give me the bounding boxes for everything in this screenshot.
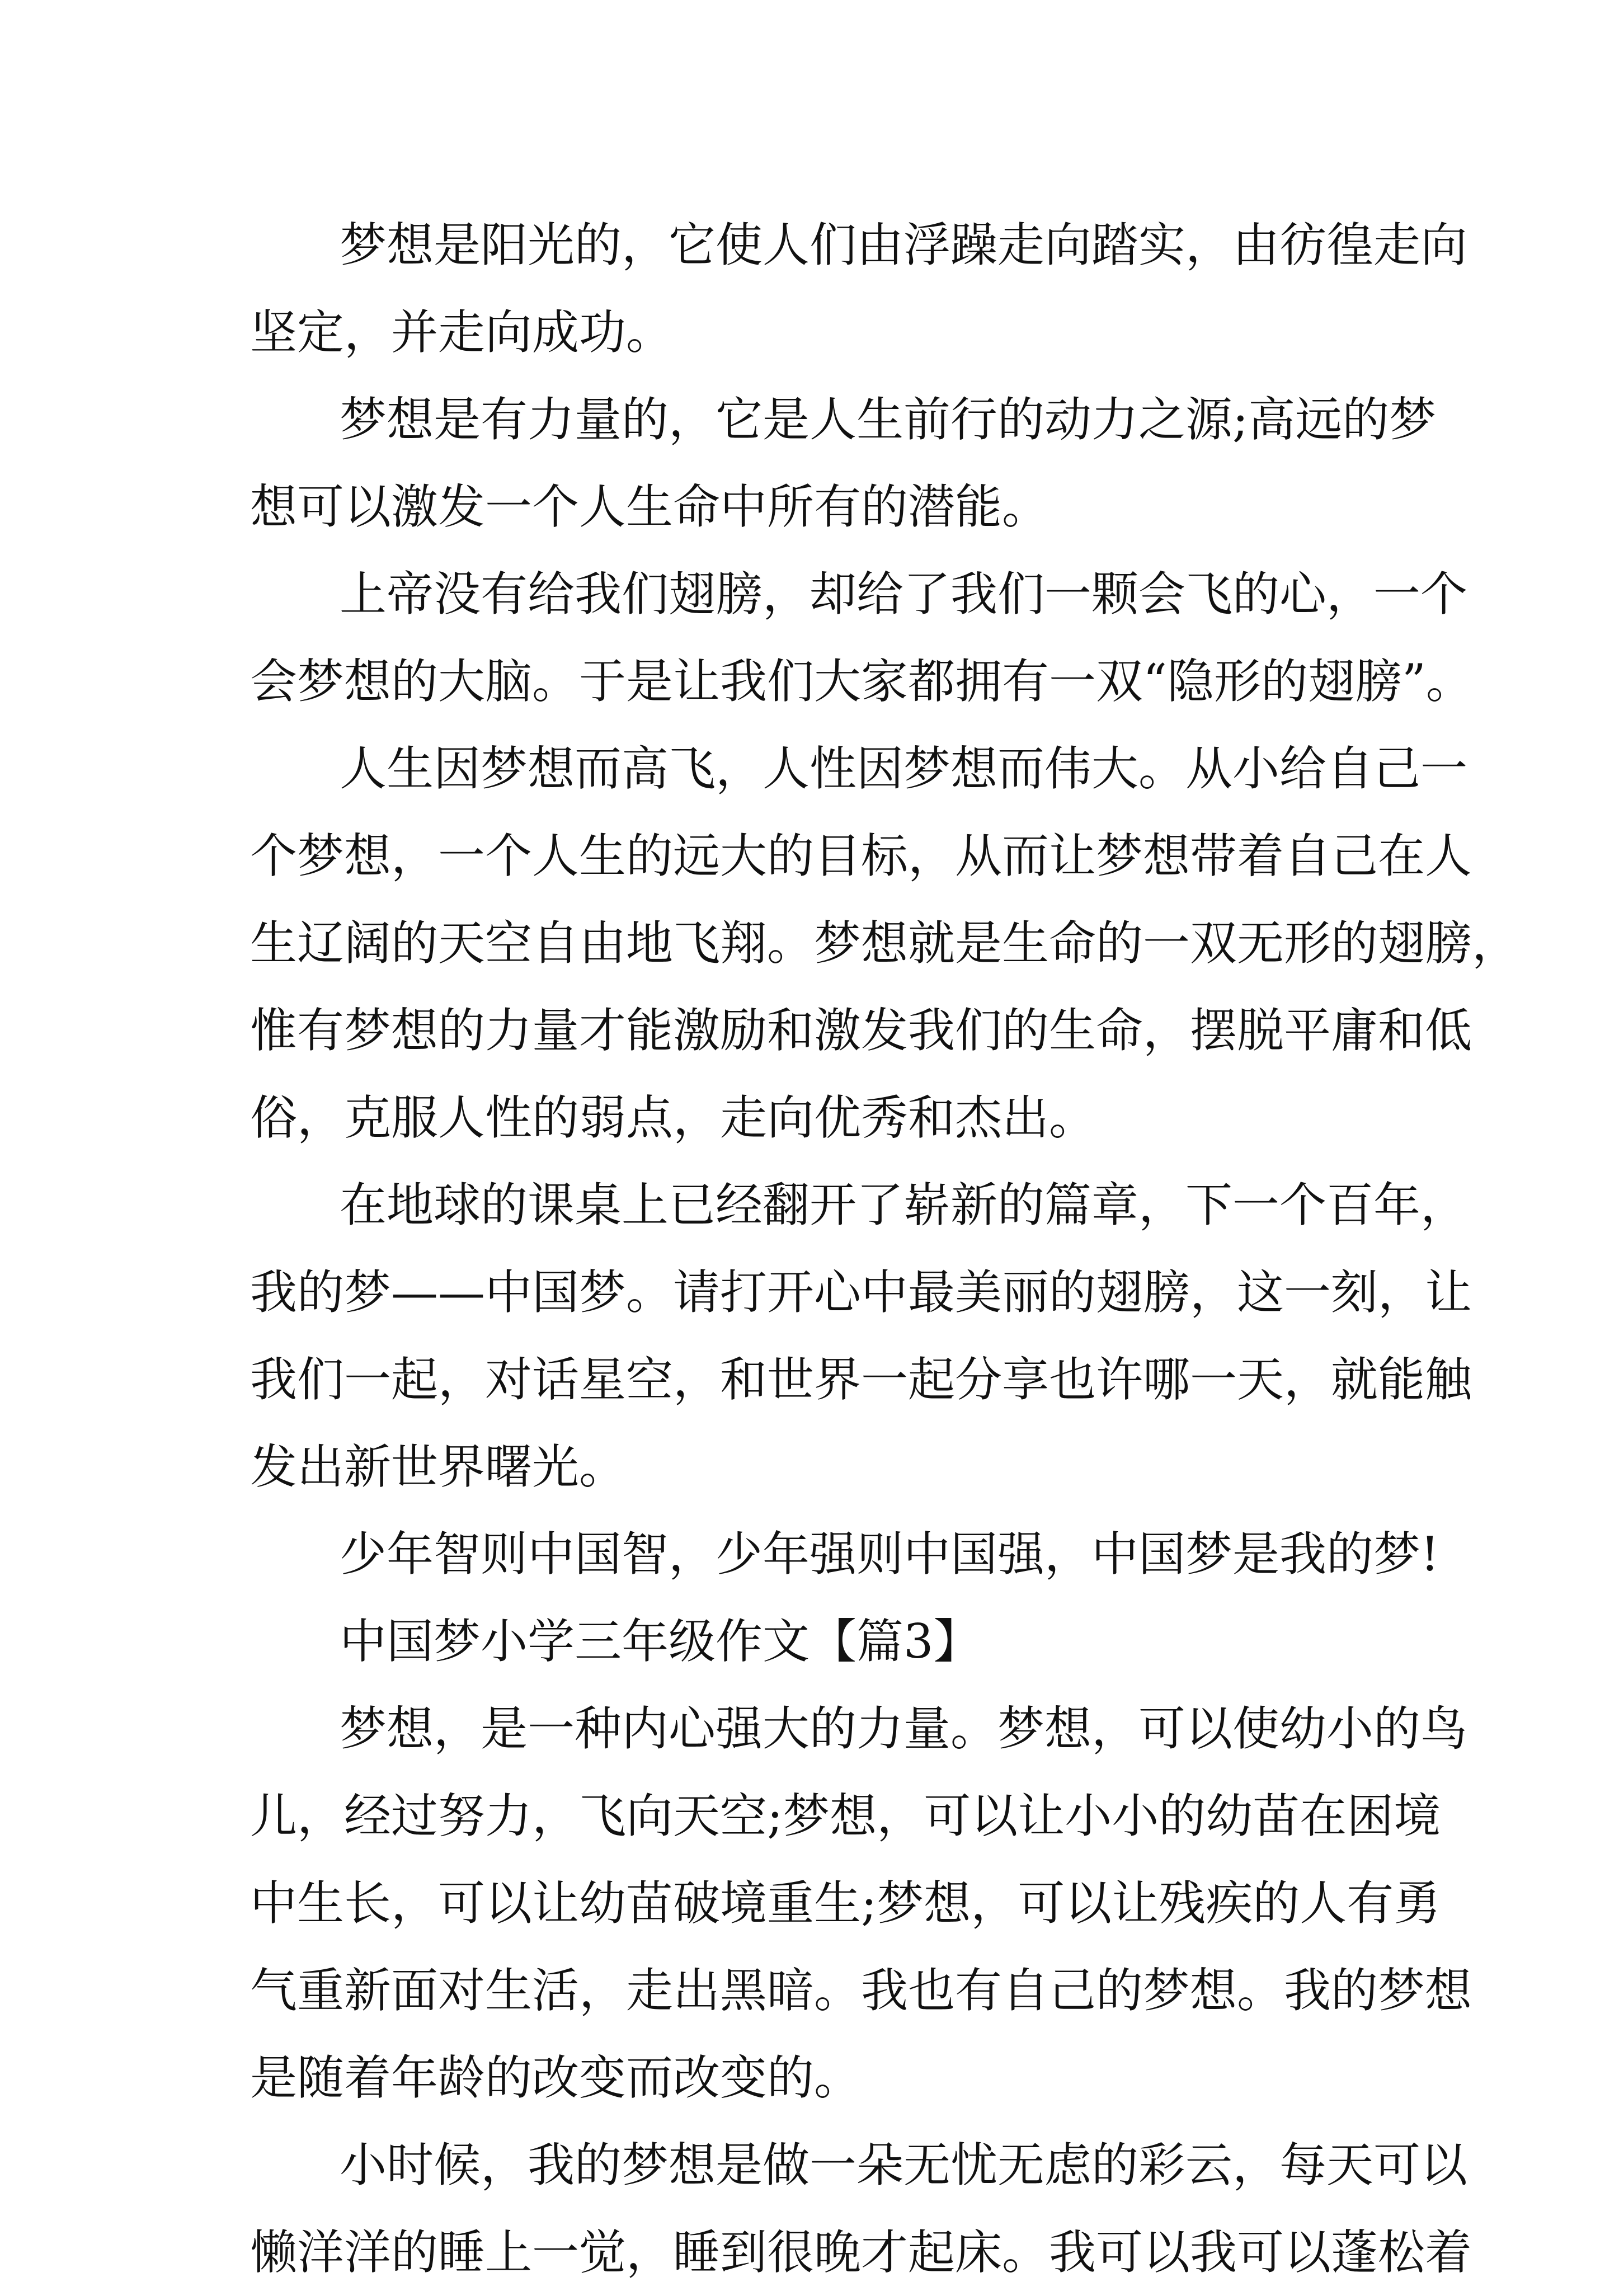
text-line: 想可以激发一个人生命中所有的潜能。 bbox=[250, 479, 1049, 534]
section-heading: 中国梦小学三年级作文【篇3】 bbox=[340, 1614, 981, 1669]
text-line: 人生因梦想而高飞，人性因梦想而伟大。从小给自己一 bbox=[340, 741, 1468, 796]
text-line: 在地球的课桌上已经翻开了崭新的篇章，下一个百年， bbox=[340, 1178, 1468, 1232]
text-line: 会梦想的大脑。于是让我们大家都拥有一双“隐形的翅膀”。 bbox=[250, 654, 1473, 709]
text-line: 是随着年龄的改变而改变的。 bbox=[250, 2050, 862, 2105]
document-body bbox=[250, 201, 1519, 2296]
text-line: 个梦想，一个人生的远大的目标，从而让梦想带着自己在人 bbox=[250, 829, 1472, 883]
text-line: 生辽阔的天空自由地飞翔。梦想就是生命的一双无形的翅膀， bbox=[250, 916, 1519, 971]
text-line: 小时候，我的梦想是做一朵无忧无虑的彩云，每天可以 bbox=[340, 2138, 1468, 2193]
text-line: 气重新面对生活，走出黑暗。我也有自己的梦想。我的梦想 bbox=[250, 1963, 1472, 2018]
text-line: 梦想是阳光的，它使人们由浮躁走向踏实，由彷徨走向 bbox=[340, 218, 1468, 272]
text-line: 我们一起，对话星空，和世界一起分享也许哪一天，就能触 bbox=[250, 1352, 1472, 1407]
text-line: 惟有梦想的力量才能激励和激发我们的生命，摆脱平庸和低 bbox=[250, 1003, 1472, 1058]
text-line: 俗，克服人性的弱点，走向优秀和杰出。 bbox=[250, 1090, 1096, 1145]
text-line: 中生长，可以让幼苗破境重生;梦想，可以让残疾的人有勇 bbox=[250, 1876, 1441, 1931]
text-line: 懒洋洋的睡上一觉，睡到很晚才起床。我可以我可以蓬松着 bbox=[250, 2225, 1472, 2280]
text-line: 坚定，并走向成功。 bbox=[250, 305, 674, 360]
text-line: 发出新世界曙光。 bbox=[250, 1439, 627, 1494]
text-line: 我的梦——中国梦。请打开心中最美丽的翅膀，这一刻，让 bbox=[250, 1265, 1472, 1320]
text-line: 上帝没有给我们翅膀，却给了我们一颗会飞的心，一个 bbox=[340, 567, 1468, 622]
text-line: 梦想，是一种内心强大的力量。梦想，可以使幼小的鸟 bbox=[340, 1701, 1468, 1756]
text-line: 儿，经过努力，飞向天空;梦想，可以让小小的幼苗在困境 bbox=[250, 1789, 1441, 1843]
text-line: 梦想是有力量的，它是人生前行的动力之源;高远的梦 bbox=[340, 392, 1437, 447]
text-line: 少年智则中国智，少年强则中国强，中国梦是我的梦! bbox=[340, 1527, 1439, 1582]
